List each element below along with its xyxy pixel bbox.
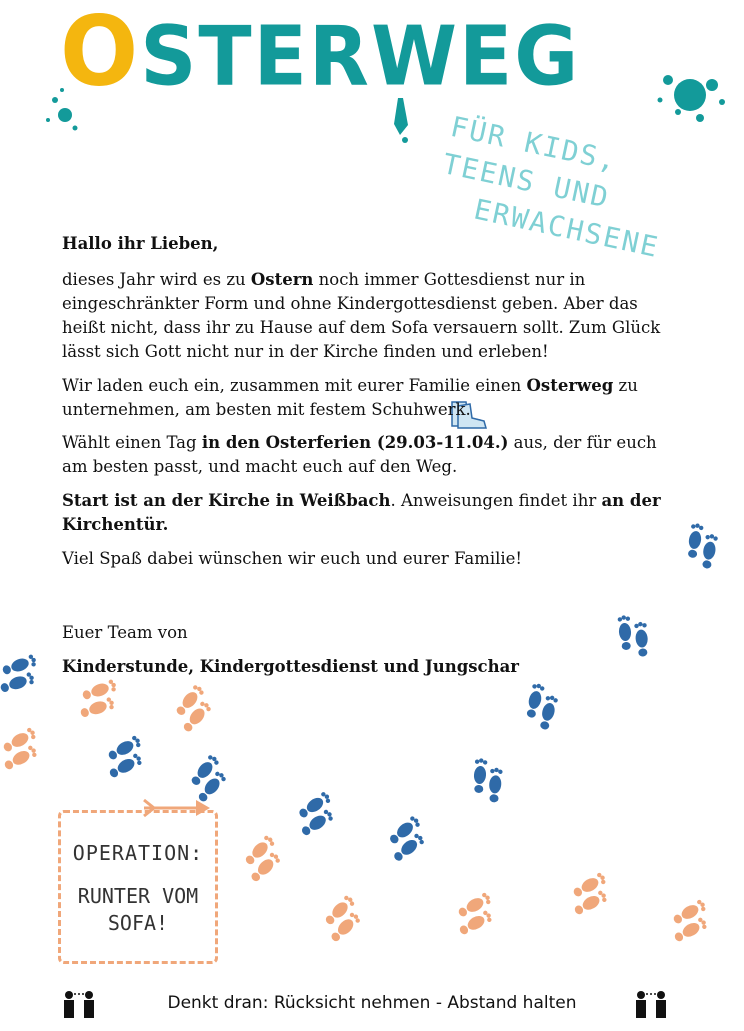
subtitle-line-2: ERWACHSENE [471,192,663,264]
p2-text-c: zu unternehmen, am besten mit festem Schuhwerk. [62,375,638,419]
paragraph-3 [62,431,662,479]
letter-body [62,232,662,689]
p4-text-b: . Anweisungen findet ihr [390,491,602,511]
box-line-1: OPERATION: [72,841,204,865]
distance-people-icon-right [634,990,668,1020]
p2-text-a: Wir laden euch ein, zusammen mit eurer Familie einen [62,375,527,395]
p1-text-a: dieses Jahr wird es zu [62,269,251,289]
p4-bold-a: Start ist an der Kirche in Weißbach [62,491,391,511]
signature-line-1: Euer Team von [62,623,188,643]
p3-text-c: aus, der für euch am besten passt, und macht euch auf den Weg. [62,433,657,477]
greeting: Hallo ihr Lieben, [62,234,219,253]
paragraph-1 [62,268,662,364]
title-first-letter: O [60,0,141,108]
p1-text-c: noch immer Gottesdienst nur in eingeschränkter Form und ohne Kindergottesdienst geben. Aber das heißt nicht, dass ihr zu Hause auf dem Sofa versauern sollt. Zum Glück lässt sich Gott nicht nur in der Kirche finden und erleben! [62,269,661,361]
title-rest: STERWEG [140,10,581,105]
signature-line-2: Kinderstunde, Kindergottesdienst und Jungschar [62,656,519,676]
box-line-3-text: SOFA! [107,911,169,935]
subtitle-line-1: FÜR KIDS, TEENS UND [439,109,621,215]
footer-reminder: Denkt dran: Rücksicht nehmen - Abstand halten [167,993,577,1013]
p2-bold: Osterweg [526,375,614,395]
p3-bold: in den Osterferien (29.03-11.04.) [201,433,509,453]
paragraph-5: Viel Spaß dabei wünschen wir euch und eurer Familie! [62,549,523,569]
p4-bold-c: an der Kirchentür. [62,491,661,535]
paragraph-2 [62,374,662,422]
p1-bold: Ostern [250,269,314,289]
operation-box [58,810,218,964]
paragraph-4 [62,489,662,537]
box-line-2-text: RUNTER VOM [77,884,199,908]
paint-splash-right [658,75,726,122]
paint-splash-middle [394,98,408,143]
main-title [60,0,581,108]
p3-text-a: Wählt einen Tag [62,433,202,453]
box-line-2 [61,883,215,937]
